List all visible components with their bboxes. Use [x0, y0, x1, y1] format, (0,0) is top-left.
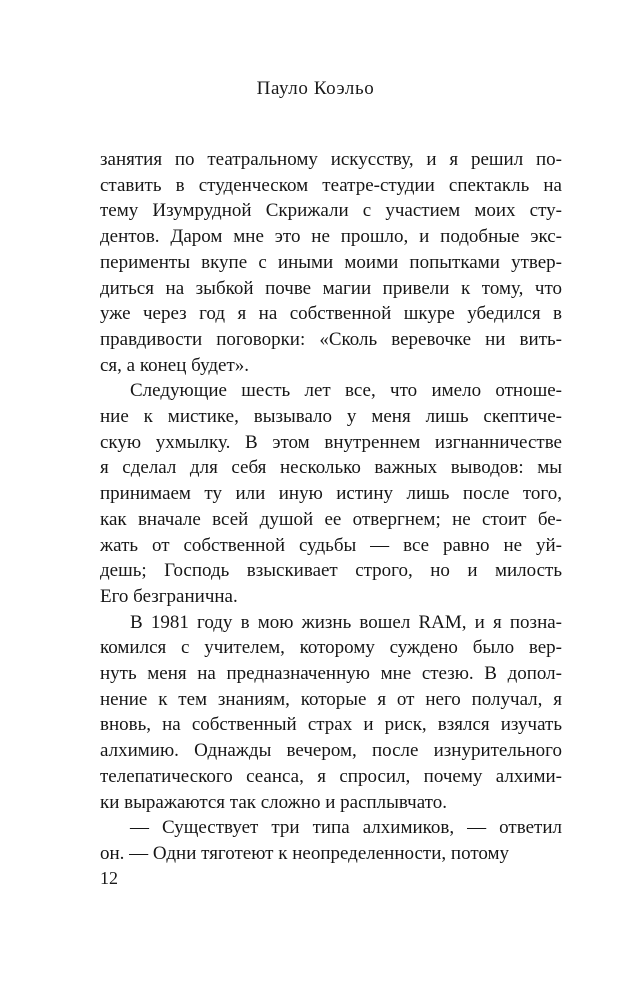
- paragraph: [100, 378, 562, 609]
- text-line: правдивости поговорки: «Сколь веревочке ни вить-: [100, 328, 562, 350]
- text-line: я сделал для себя несколько важных выводов: мы: [100, 457, 562, 479]
- text-line: ние к мистике, вызывало у меня лишь скептиче-: [100, 406, 562, 428]
- text-line: занятия по театральному искусству, и я решил по-: [100, 149, 562, 170]
- text-block: [100, 147, 562, 867]
- text-line: он. — Одни тяготеют к неопределенности, потому: [100, 842, 510, 864]
- paragraph: [100, 147, 562, 378]
- text-line: принимаем ту или иную истину лишь после того,: [100, 483, 562, 505]
- text-line: перименты вкупе с иными моими попытками утвер-: [100, 251, 562, 273]
- text-line: вновь, на собственный страх и риск, взялся изучать: [100, 714, 562, 736]
- text-line: Следующие шесть лет все, что имело отноше-: [130, 380, 562, 402]
- text-line: дешь; Господь взыскивает строго, но и милость: [100, 560, 562, 582]
- paragraph: [100, 815, 562, 866]
- text-line: нение к тем знаниям, которые я от него получал, я: [100, 688, 562, 710]
- text-line: тему Изумрудной Скрижали с участием моих сту-: [100, 200, 562, 222]
- paragraph: [100, 610, 562, 816]
- text-line: скую ухмылку. В этом внутреннем изгнанничестве: [100, 431, 562, 453]
- text-line: уже через год я на собственной шкуре убедился в: [100, 303, 562, 325]
- running-head: Пауло Коэльо: [256, 78, 375, 99]
- text-line: ставить в студенческом театре-студии спектакль на: [100, 174, 562, 196]
- text-line: В 1981 году в мою жизнь вошел RAM, и я позна-: [130, 611, 562, 633]
- text-line: как вначале всей душой ее отвергнем; не стоит бе-: [100, 508, 562, 530]
- text-line: телепатического сеанса, я спросил, почему алхими-: [100, 765, 562, 787]
- page-number: 12: [100, 868, 118, 888]
- text-line: алхимию. Однажды вечером, после изнурительного: [100, 740, 562, 762]
- text-line: ки выражаются так сложно и расплывчато.: [100, 791, 447, 813]
- text-line: Его безгранична.: [100, 585, 238, 607]
- text-line: нуть меня на предназначенную мне стезю. В допол-: [100, 663, 562, 685]
- text-line: жать от собственной судьбы — все равно не уй-: [100, 534, 562, 556]
- text-line: комился с учителем, которому суждено было вер-: [100, 637, 562, 659]
- text-line: — Существует три типа алхимиков, — ответил: [130, 817, 562, 839]
- text-line: диться на зыбкой почве магии привели к тому, что: [100, 277, 562, 299]
- text-line: дентов. Даром мне это не прошло, и подобные экс-: [100, 226, 562, 248]
- text-line: ся, а конец будет».: [100, 354, 250, 376]
